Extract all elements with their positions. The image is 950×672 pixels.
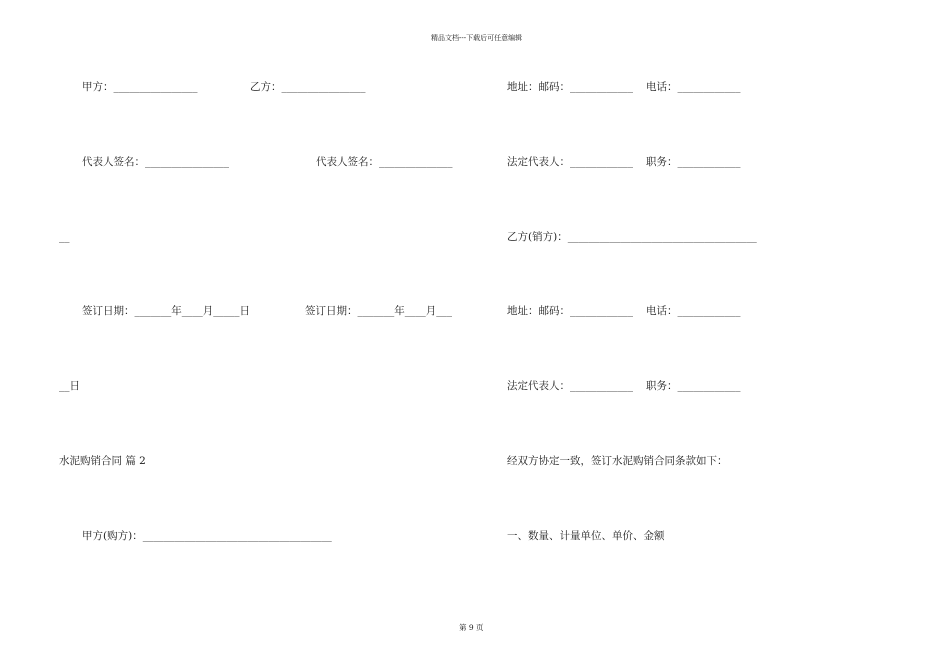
legal-representative-field: 法定代表人：____________ [507,156,633,168]
page-number: 第 9 页 [459,623,484,632]
line-overflow-underscore: __ [59,231,70,243]
section-title: 水泥购销合同 篇 2 [59,455,146,467]
signing-date-a: 签订日期：_______年____月_____日 [82,305,250,317]
date-day-overflow: __日 [59,380,80,392]
representative-signature-a: 代表人签名：________________ [82,156,229,168]
phone-field-2: 电话：____________ [646,305,741,317]
representative-signature-b: 代表人签名：______________ [316,156,453,168]
clause-heading: 一、数量、计量单位、单价、金额 [507,530,665,542]
address-postcode-field-2: 地址：邮码：____________ [507,305,633,317]
phone-field: 电话：____________ [646,81,741,93]
seller-field: 乙方(销方)：____________________________________ [507,231,757,243]
legal-representative-field-2: 法定代表人：____________ [507,380,633,392]
party-b-field: 乙方：________________ [250,81,366,93]
signing-date-b: 签订日期：_______年____月___ [305,305,452,317]
agreement-statement: 经双方协定一致，签订水泥购销合同条款如下： [507,455,728,467]
page-header: 精品文档---下载后可任意编辑 [431,34,523,42]
buyer-field: 甲方(购方)：____________________________________ [82,530,332,542]
address-postcode-field: 地址：邮码：____________ [507,81,633,93]
party-a-field: 甲方：________________ [82,81,198,93]
position-field-2: 职务：____________ [646,380,741,392]
position-field: 职务：____________ [646,156,741,168]
